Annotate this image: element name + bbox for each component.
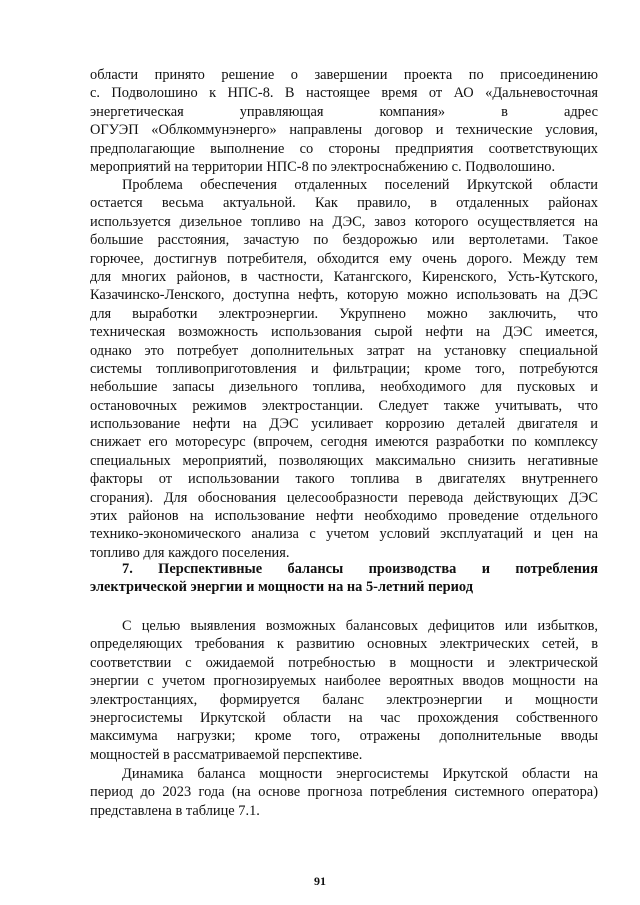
- text-line: Проблема обеспечения отдаленных поселений Иркутской области: [122, 177, 598, 193]
- text-line: однако это потребует дополнительных затрат на установку специальной: [90, 342, 598, 359]
- text-line: этих районов на использование нефти необходимо проведение отдельного: [90, 508, 598, 525]
- text-line: большие расстояния, зачастую по бездорожью или вертолетами. Такое: [90, 232, 598, 249]
- text-line: ОГУЭП «Облкоммунэнерго» направлены договор и технические условия,: [90, 122, 598, 139]
- paragraph-balance-purpose: [90, 617, 598, 764]
- text-line: с. Подволошино к НПС-8. В настоящее время от АО «Дальневосточная: [90, 85, 598, 102]
- text-line: Динамика баланса мощности энергосистемы Иркутской области на: [122, 766, 598, 782]
- page-number: 91: [314, 874, 326, 888]
- text-line: специальных мероприятий, позволяющих максимально снизить негативные: [90, 452, 598, 469]
- paragraph-continuation: [90, 66, 598, 176]
- text-line: для выработки электроэнергии. Укрупнено можно заключить, что: [90, 305, 598, 322]
- text-line: Казачинско-Ленского, доступна нефть, которую можно использовать на ДЭС: [90, 287, 598, 304]
- text-line: период до 2023 года (на основе прогноза потребления системного оператора): [90, 784, 598, 801]
- text-line: определяющих требования к развитию основных электрических сетей, в: [90, 636, 598, 653]
- text-line: максимума нагрузки; кроме того, отражены дополнительные вводы: [90, 728, 598, 745]
- text-line: остановочных режимов электростанции. Следует также учитывать, что: [90, 397, 598, 414]
- text-line: технико-экономического анализа с учетом условий эксплуатаций и цен на: [90, 526, 598, 543]
- text-line: используется дизельное топливо на ДЭС, завоз которого осуществляется на: [90, 213, 598, 230]
- text-line: энергосистемы Иркутской области на час прохождения собственного: [90, 709, 598, 726]
- text-line: техническая возможность использования сырой нефти на ДЭС имеется,: [90, 324, 598, 341]
- text-line: остается весьма актуальной. Как правило, в отдаленных районах: [90, 195, 598, 212]
- text-line: снижает его моторесурс (впрочем, сегодня имеются разработки по комплексу: [90, 434, 598, 451]
- text-line: для многих районов, в частности, Катангского, Киренского, Усть-Кутского,: [90, 268, 598, 285]
- text-line: горючее, достигнув потребителя, обходится ему очень дорого. Между тем: [90, 250, 598, 267]
- heading-line: 7. Перспективные балансы производства и потребления: [122, 561, 598, 577]
- text-line: соответствии с ожидаемой потребностью в мощности и электрической: [90, 654, 598, 671]
- text-line: предполагающие выполнение со стороны предприятия соответствующих: [90, 140, 598, 157]
- paragraph-remote-settlements: [90, 176, 598, 562]
- paragraph-balance-dynamics: [90, 765, 598, 820]
- section-heading: [90, 560, 598, 597]
- text-line: использование нефти на ДЭС усиливает коррозию деталей двигателя и: [90, 416, 598, 433]
- text-line: системы топливоприготовления и фильтрации; кроме того, потребуются: [90, 360, 598, 377]
- text-line: сгорания). Для обоснования целесообразности перевода действующих ДЭС: [90, 489, 598, 506]
- text-line: мероприятий на территории НПС-8 по электроснабжению с. Подволошино.: [90, 158, 556, 175]
- text-line: энергетическая управляющая компания» в адрес: [90, 103, 598, 120]
- text-line: электростанциях, формируется баланс электроэнергии и мощности: [90, 691, 598, 708]
- text-line: мощностей в рассматриваемой перспективе.: [90, 746, 363, 763]
- text-line: представлена в таблице 7.1.: [90, 802, 260, 819]
- text-line: топливо для каждого поселения.: [90, 544, 290, 561]
- text-line: небольшие запасы дизельного топлива, необходимого для пусковых и: [90, 379, 598, 396]
- text-line: факторы от использовании такого топлива в двигателях внутреннего: [90, 471, 598, 488]
- heading-line: электрической энергии и мощности на на 5-летний период: [90, 579, 473, 596]
- text-line: энергии с учетом прогнозируемых наиболее вероятных вводов мощности на: [90, 673, 598, 690]
- text-line: области принято решение о завершении проекта по присоединению: [90, 67, 598, 83]
- text-line: С целью выявления возможных балансовых дефицитов или избытков,: [122, 618, 598, 634]
